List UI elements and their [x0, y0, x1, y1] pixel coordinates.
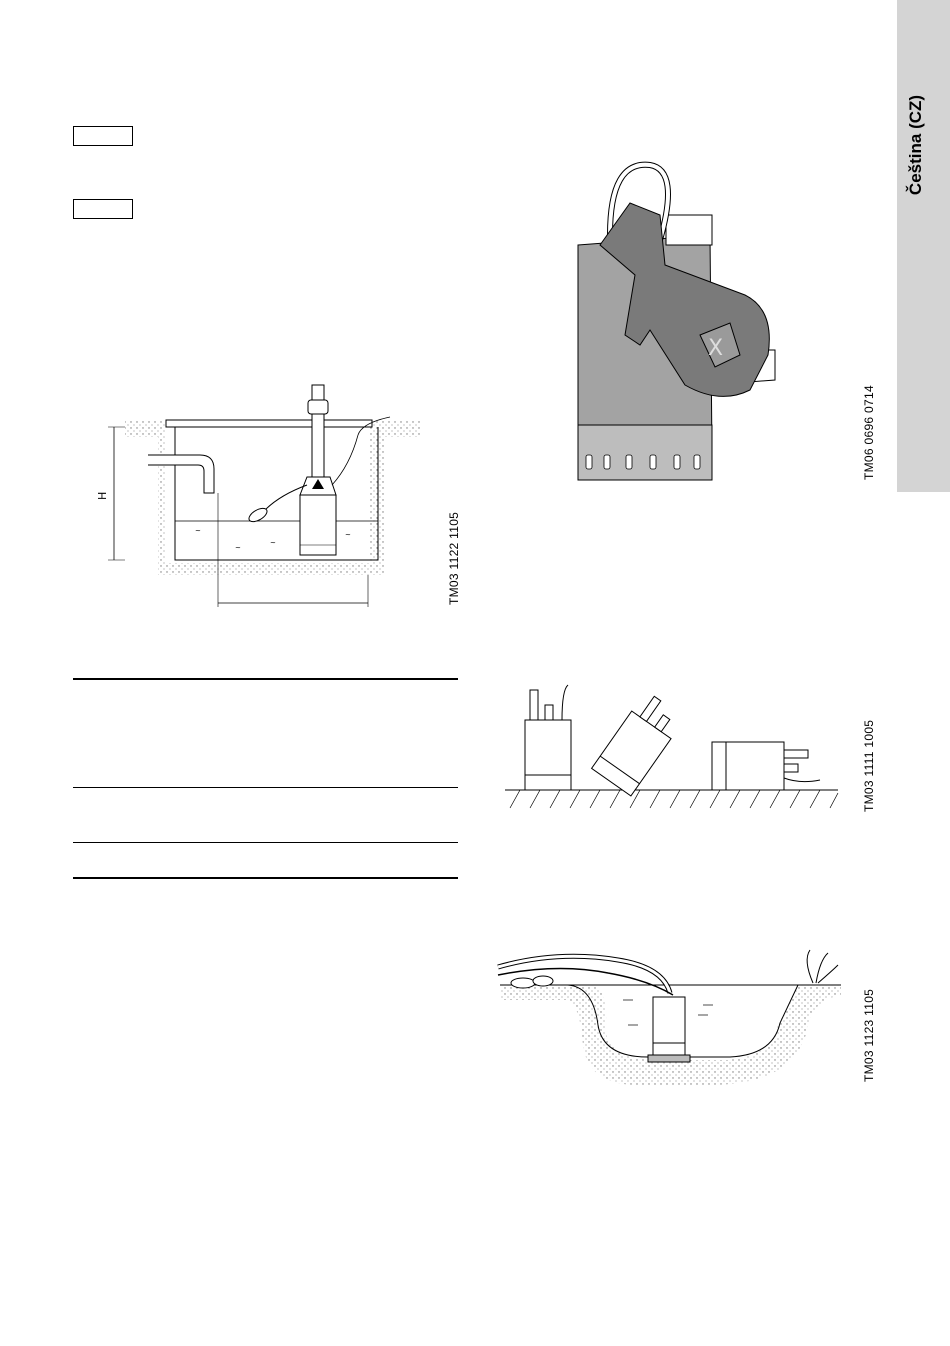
note-box-2	[73, 199, 133, 219]
note-box-1	[73, 126, 133, 146]
sump-installation-figure	[96, 385, 430, 615]
language-tab	[897, 0, 950, 492]
figure-code-positions: TM03 1111 1005	[862, 719, 876, 812]
figure-code-sump: TM03 1122 1105	[447, 511, 461, 605]
h-dimension-label: H	[96, 491, 109, 500]
pond-installation-figure	[498, 945, 843, 1090]
table-bottom-rule	[73, 877, 458, 879]
svg-text:~: ~	[270, 539, 276, 547]
figure-code-pond: TM03 1123 1105	[862, 988, 876, 1082]
svg-text:~: ~	[195, 527, 201, 535]
pump-positions-figure	[500, 680, 840, 820]
language-tab-label: Čeština (CZ)	[906, 94, 925, 196]
svg-text:X: X	[708, 336, 724, 361]
svg-text:~: ~	[235, 544, 241, 552]
figure-code-handle: TM06 0696 0714	[862, 385, 876, 480]
table-top-rule	[73, 678, 458, 680]
table-row-rule-1	[73, 787, 458, 788]
pump-with-handle-figure	[570, 155, 800, 485]
svg-text:~: ~	[345, 531, 351, 539]
table-row-rule-2	[73, 842, 458, 843]
